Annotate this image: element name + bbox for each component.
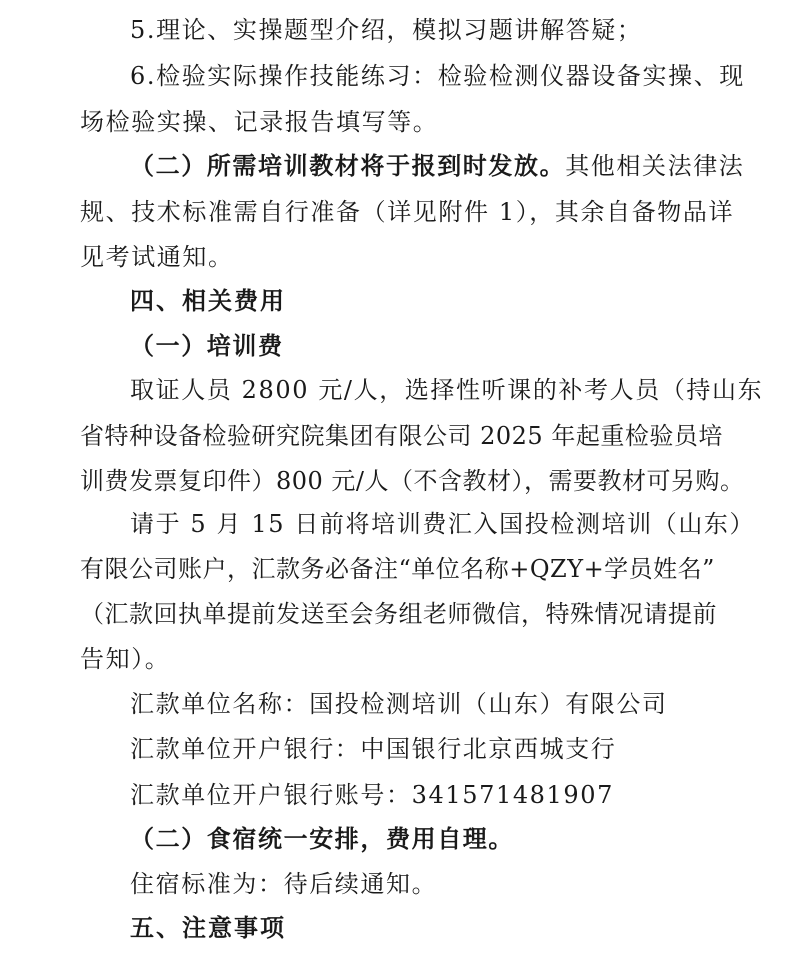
text-line-fee-2: 省特种设备检验研究院集团有限公司 2025 年起重检验员培	[80, 422, 723, 450]
text-line-materials	[130, 150, 744, 182]
section-heading-fees: 四、相关费用	[130, 286, 286, 315]
text-line-materials-cont: 规、技术标准需自行准备（详见附件 1），其余自备物品详	[80, 198, 735, 226]
text-line-payee-bank: 汇款单位开户银行：中国银行北京西城支行	[130, 735, 617, 763]
text-line-remit-3: （汇款回执单提前发送至会务组老师微信，特殊情况请提前	[80, 600, 717, 628]
text-line-study-item-6-cont: 场检验实操、记录报告填写等。	[80, 108, 439, 136]
text-line-fee-1: 取证人员 2800 元/人，选择性听课的补考人员（持山东	[130, 376, 764, 404]
materials-bold-text: （二）所需培训教材将于报到时发放。	[130, 151, 566, 180]
text-line-accommodation: 住宿标准为：待后续通知。	[130, 870, 438, 898]
section-heading-notes: 五、注意事项	[130, 913, 286, 942]
subheading-accommodation: （二）食宿统一安排，费用自理。	[130, 824, 514, 853]
text-line-study-item-6: 6.检验实际操作技能练习：检验检测仪器设备实操、现	[130, 62, 745, 90]
text-line-payee-account: 汇款单位开户银行账号：341571481907	[130, 781, 615, 809]
text-line-study-item-5: 5.理论、实操题型介绍，模拟习题讲解答疑；	[130, 16, 643, 44]
text-line-remit-4: 告知）。	[80, 645, 171, 673]
text-line-fee-3: 训费发票复印件）800 元/人（不含教材），需要教材可另购。	[80, 467, 745, 495]
text-line-remit-2: 有限公司账户，汇款务必备注“单位名称+QZY+学员姓名”	[80, 555, 715, 583]
text-line-materials-end: 见考试通知。	[80, 243, 234, 271]
subheading-training-fee: （一）培训费	[130, 331, 284, 360]
text-line-payee-name: 汇款单位名称：国投检测培训（山东）有限公司	[130, 690, 668, 718]
text-line-remit-1: 请于 5 月 15 日前将培训费汇入国投检测培训（山东）	[130, 510, 756, 538]
materials-normal-text: 其他相关法律法	[565, 152, 745, 180]
